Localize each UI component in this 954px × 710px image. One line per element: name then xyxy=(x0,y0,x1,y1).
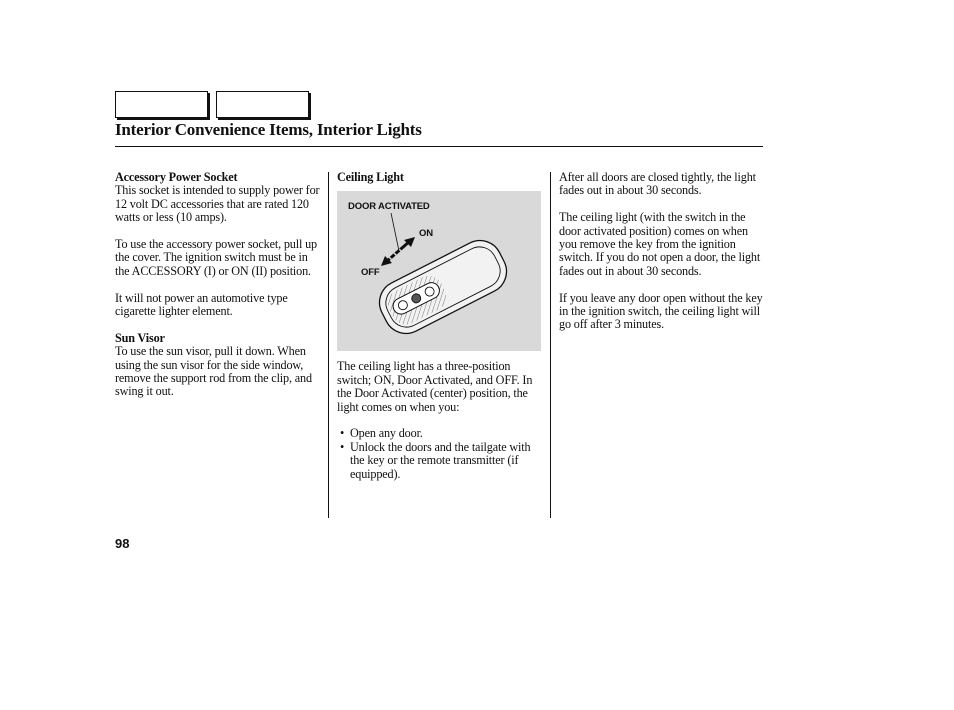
accessory-paragraph-1: This socket is intended to supply power for 12 volt DC accessories that are rated 120 watts or less (10 amps). xyxy=(115,183,320,225)
accessory-power-socket-heading: Accessory Power Socket xyxy=(115,170,238,184)
page-number: 98 xyxy=(115,536,130,551)
column-1 xyxy=(115,171,321,412)
column-3-paragraph-1: After all doors are closed tightly, the light fades out in about 30 seconds. xyxy=(559,170,756,198)
sun-visor-heading: Sun Visor xyxy=(115,330,165,345)
column-3-paragraph-2: The ceiling light (with the switch in the door activated position) comes on when you remove the key from the ignition switch. If you do not open a door, the light fades out in about 30 seconds. xyxy=(559,210,761,278)
column-3 xyxy=(559,171,763,345)
page-title: Interior Convenience Items, Interior Lights xyxy=(115,120,422,139)
column-divider-2 xyxy=(550,172,551,518)
label-on: ON xyxy=(419,228,433,240)
bullet-item: • Unlock the doors and the tailgate with the key or the remote transmitter (if equipped). xyxy=(337,441,543,481)
nav-tab-contents[interactable] xyxy=(115,91,208,118)
label-off: OFF xyxy=(361,267,380,279)
nav-tab-index[interactable] xyxy=(216,91,309,118)
bullet-item: • Open any door. xyxy=(337,427,543,440)
column-2 xyxy=(337,171,543,481)
label-door-activated: DOOR ACTIVATED xyxy=(348,201,430,213)
title-divider xyxy=(115,146,763,147)
accessory-paragraph-3: It will not power an automotive type cigarette lighter element. xyxy=(115,290,288,319)
ceiling-light-figure xyxy=(337,191,541,351)
accessory-paragraph-2: To use the accessory power socket, pull up the cover. The ignition switch must be in the ACCESSORY (I) or ON (II) position. xyxy=(115,237,318,278)
sun-visor-paragraph: To use the sun visor, pull it down. When using the sun visor for the side window, remove the support rod from the clip, and swing it out. xyxy=(115,344,312,399)
column-divider-1 xyxy=(328,172,329,518)
ceiling-light-heading: Ceiling Light xyxy=(337,170,404,184)
ceiling-light-paragraph: The ceiling light has a three-position switch; ON, Door Activated, and OFF. In the Door Activated (center) position, the light comes on when you: xyxy=(337,359,533,414)
column-3-paragraph-3: If you leave any door open without the key in the ignition switch, the ceiling light will go off after 3 minutes. xyxy=(559,290,763,332)
ceiling-light-bullet-list xyxy=(337,427,543,481)
